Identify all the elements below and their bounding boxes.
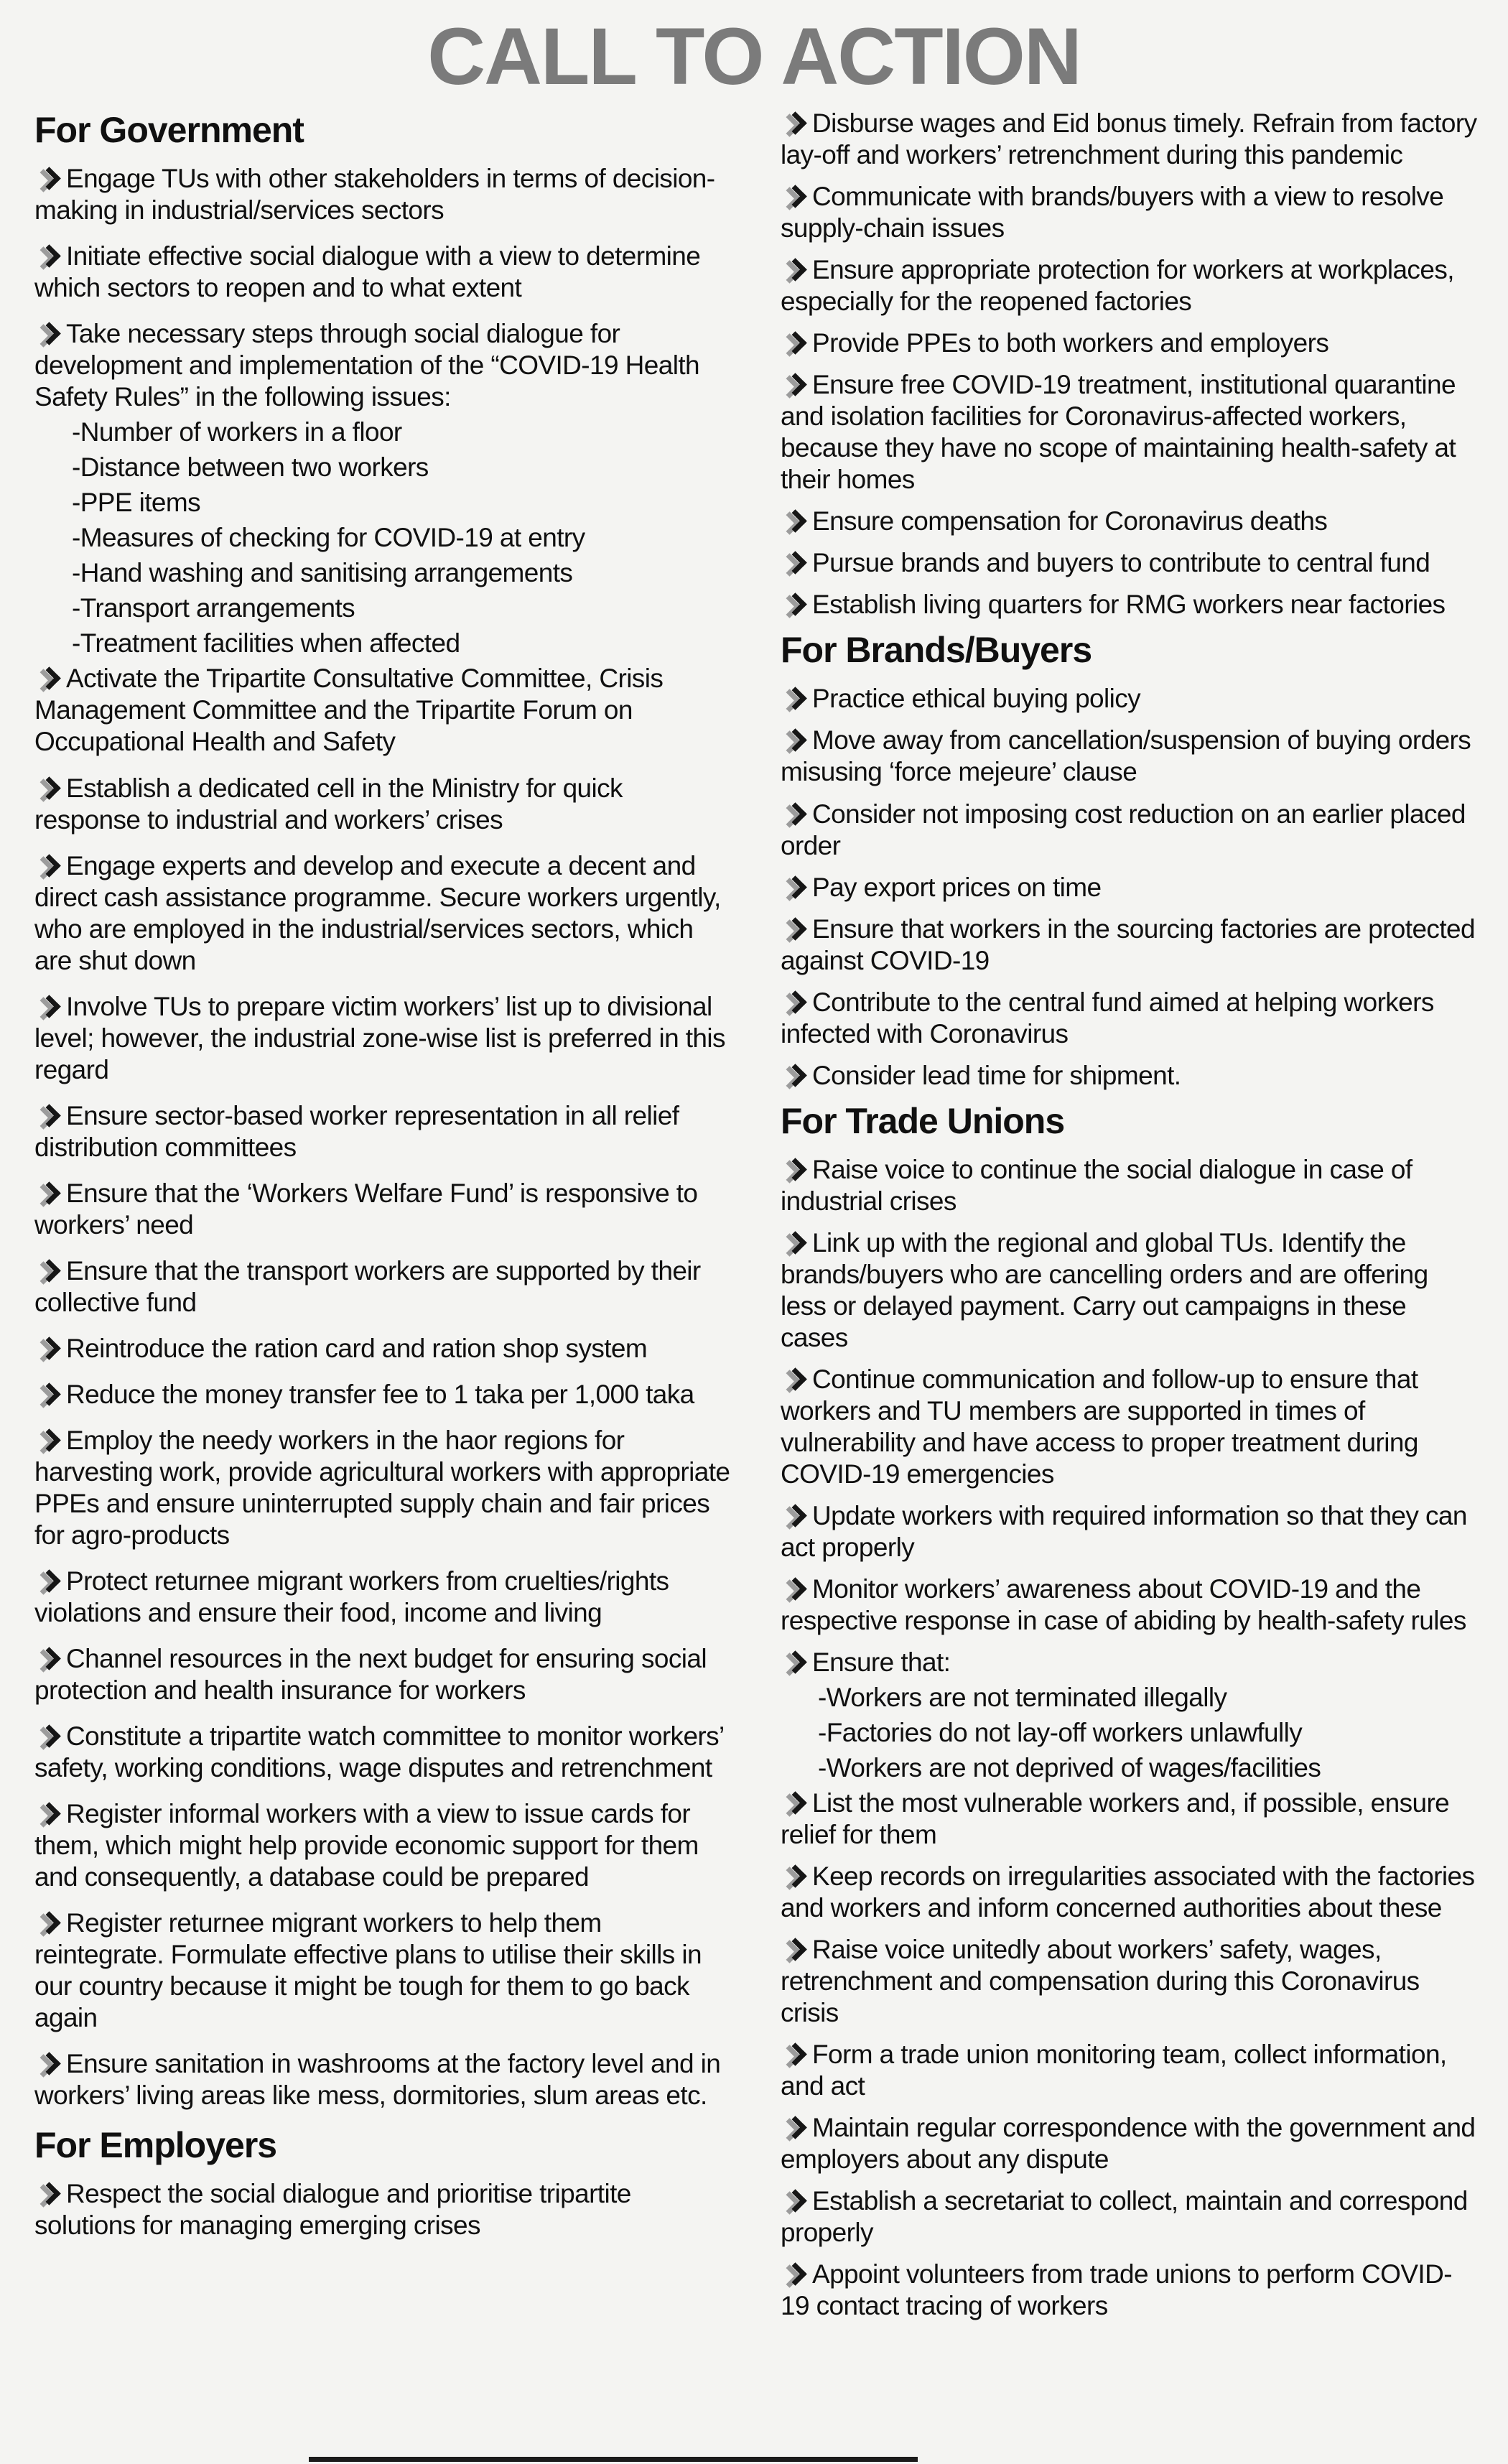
bullet-item — [781, 506, 1479, 537]
chevron-bullet-icon — [781, 990, 812, 1015]
bullet-item-text: Initiate effective social dialogue with a view to determine which sectors to reopen and to what extent — [34, 241, 701, 303]
bullet-item — [781, 1500, 1479, 1563]
bullet-item-text: Respect the social dialogue and prioritise tripartite solutions for managing emerging crises — [34, 2179, 631, 2241]
bullet-item-text: Raise voice to continue the social dialogue in case of industrial crises — [781, 1154, 1412, 1216]
sub-item: -Distance between two workers — [72, 452, 429, 483]
chevron-bullet-icon — [34, 1724, 66, 1749]
bullet-item-text: Channel resources in the next budget for ensuring social protection and health insurance for workers — [34, 1643, 707, 1705]
bullet-item — [34, 1907, 733, 2034]
chevron-bullet-icon — [34, 2182, 66, 2206]
chevron-bullet-icon — [781, 331, 812, 355]
left-column — [34, 108, 733, 2256]
bullet-item-text: Activate the Tripartite Consultative Committee, Crisis Management Committee and the Tripartite Forum on Occupational Health and Safety — [34, 664, 664, 757]
bullet-item — [781, 987, 1479, 1050]
bullet-item-text: Ensure sector-based worker representation in all relief distribution committees — [34, 1100, 679, 1162]
bullet-item — [781, 1154, 1479, 1217]
bullet-item — [781, 872, 1479, 903]
bullet-item-text: Constitute a tripartite watch committee to monitor workers’ safety, working conditions, wage disputes and retrenchment — [34, 1721, 724, 1782]
sub-item: -Treatment facilities when affected — [72, 628, 460, 659]
chevron-bullet-icon — [34, 854, 66, 878]
bullet-item-text: Register returnee migrant workers to help them reintegrate. Formulate effective plans to utilise their skills in our country because it might be tough for them to go back again — [34, 1907, 702, 2033]
chevron-bullet-icon — [781, 1577, 812, 1601]
chevron-bullet-icon — [34, 776, 66, 801]
bullet-item-text: Engage experts and develop and execute a decent and direct cash assistance programme. Secure workers urgently, who are employed in the industrial/services sectors, which are shut down — [34, 850, 721, 975]
bullet-item-text: Keep records on irregularities associated with the factories and workers and inform concerned authorities about these — [781, 1861, 1475, 1923]
bullet-item-text: Engage TUs with other stakeholders in terms of decision-making in industrial/services sectors — [34, 164, 715, 226]
chevron-bullet-icon — [781, 1367, 812, 1392]
bullet-item-text: Establish a dedicated cell in the Ministry for quick response to industrial and workers’ crises — [34, 773, 623, 834]
bullet-item-text: List the most vulnerable workers and, if possible, ensure relief for them — [781, 1787, 1450, 1849]
bullet-item-text: Consider not imposing cost reduction on an earlier placed order — [781, 799, 1466, 860]
bullet-item-text: Pursue brands and buyers to contribute to central fund — [812, 548, 1430, 578]
bullet-item-text: Provide PPEs to both workers and employers — [812, 328, 1329, 358]
chevron-bullet-icon — [781, 1064, 812, 1088]
bullet-item — [781, 1861, 1479, 1924]
bullet-item-text: Maintain regular correspondence with the government and employers about any dispute — [781, 2113, 1476, 2175]
bullet-item — [34, 1643, 733, 1706]
bullet-item — [34, 1721, 733, 1784]
bullet-item — [34, 2178, 733, 2241]
chevron-bullet-icon — [781, 592, 812, 617]
bullet-item — [34, 850, 733, 977]
bullet-item-text: Form a trade union monitoring team, collect information, and act — [781, 2040, 1447, 2101]
chevron-bullet-icon — [34, 1382, 66, 1407]
sub-item: -Factories do not lay-off workers unlawfully — [818, 1717, 1303, 1747]
bullet-item-text: Reintroduce the ration card and ration shop system — [66, 1333, 648, 1363]
chevron-bullet-icon — [781, 802, 812, 827]
chevron-bullet-icon — [781, 1791, 812, 1816]
chevron-bullet-icon — [781, 111, 812, 136]
bullet-item — [34, 1379, 733, 1410]
bullet-item — [781, 327, 1479, 359]
bullet-item-text: Ensure that workers in the sourcing factories are protected against COVID-19 — [781, 913, 1475, 975]
sub-item: -Workers are not terminated illegally — [818, 1682, 1227, 1712]
sub-item: -Hand washing and sanitising arrangements — [72, 558, 573, 588]
bullet-item-text: Ensure compensation for Coronavirus deaths — [812, 506, 1328, 536]
bullet-item-text: Ensure free COVID-19 treatment, institutional quarantine and isolation facilities for Coronavirus-affected workers, because they have no scope of maintaining health-safety at their homes — [781, 370, 1456, 495]
chevron-bullet-icon — [34, 322, 66, 346]
bullet-item-text: Establish a secretariat to collect, maintain and correspond properly — [781, 2186, 1468, 2248]
bullet-item — [34, 318, 733, 413]
bullet-item — [781, 1227, 1479, 1354]
chevron-bullet-icon — [781, 1231, 812, 1255]
bullet-item — [781, 589, 1479, 620]
bullet-item-text: Ensure that the transport workers are supported by their collective fund — [34, 1255, 701, 1317]
bullet-item — [34, 1425, 733, 1551]
chevron-bullet-icon — [781, 1650, 812, 1675]
chevron-bullet-icon — [34, 244, 66, 269]
bullet-item-text: Ensure sanitation in washrooms at the factory level and in workers’ living areas like mess, dormitories, slum areas etc. — [34, 2049, 721, 2111]
bullet-item — [34, 991, 733, 1086]
bullet-item-text: Involve TUs to prepare victim workers’ list up to divisional level; however, the industrial zone-wise list is preferred in this regard — [34, 991, 725, 1084]
bullet-item-text: Register informal workers with a view to issue cards for them, which might help provide economic support for them and consequently, a database could be prepared — [34, 1798, 699, 1892]
chevron-bullet-icon — [34, 1181, 66, 1206]
bullet-item-text: Protect returnee migrant workers from cruelties/rights violations and ensure their food, income and living — [34, 1566, 669, 1627]
chevron-bullet-icon — [781, 1504, 812, 1528]
chevron-bullet-icon — [34, 995, 66, 1019]
bullet-item-text: Raise voice unitedly about workers’ safety, wages, retrenchment and compensation during this Coronavirus crisis — [781, 1934, 1420, 2027]
chevron-bullet-icon — [781, 687, 812, 711]
bullet-item-text: Contribute to the central fund aimed at helping workers infected with Coronavirus — [781, 987, 1434, 1049]
bullet-item-text: Practice ethical buying policy — [812, 684, 1141, 714]
bullet-item-text: Appoint volunteers from trade unions to perform COVID-19 contact tracing of workers — [781, 2259, 1452, 2321]
chevron-bullet-icon — [34, 1104, 66, 1128]
bullet-item-text: Continue communication and follow-up to ensure that workers and TU members are supported in times of vulnerability and have access to proper treatment during COVID-19 emergencies — [781, 1364, 1418, 1489]
bullet-item — [781, 254, 1479, 317]
bullet-item-text: Ensure appropriate protection for workers at workplaces, especially for the reopened factories — [781, 255, 1454, 317]
bullet-item — [781, 1934, 1479, 2029]
bullet-item — [34, 773, 733, 836]
bullet-item — [781, 2039, 1479, 2102]
sub-item: -PPE items — [72, 488, 201, 518]
bullet-item-text: Ensure that: — [812, 1647, 951, 1677]
bullet-item — [781, 1364, 1479, 1490]
bullet-item — [781, 2112, 1479, 2175]
bottom-rule — [309, 2457, 918, 2462]
bullet-item — [781, 2259, 1479, 2322]
bullet-item — [34, 163, 733, 226]
chevron-bullet-icon — [781, 2116, 812, 2140]
bullet-item-text: Ensure that the ‘Workers Welfare Fund’ is responsive to workers’ need — [34, 1178, 698, 1240]
sub-item: -Number of workers in a floor — [72, 417, 402, 447]
bullet-item — [781, 1647, 1479, 1678]
bullet-item-text: Communicate with brands/buyers with a view to resolve supply-chain issues — [781, 182, 1444, 243]
chevron-bullet-icon — [34, 167, 66, 191]
bullet-item-text: Reduce the money transfer fee to 1 taka per 1,000 taka — [66, 1379, 694, 1409]
bullet-item — [781, 108, 1479, 171]
chevron-bullet-icon — [34, 666, 66, 691]
bullet-item-text: Update workers with required information so that they can act properly — [781, 1500, 1467, 1562]
chevron-bullet-icon — [781, 185, 812, 209]
bullet-item — [781, 799, 1479, 862]
chevron-bullet-icon — [781, 2042, 812, 2067]
bullet-item-text: Move away from cancellation/suspension of buying orders misusing ‘force mejeure’ clause — [781, 725, 1471, 787]
chevron-bullet-icon — [781, 2262, 812, 2287]
bullet-item — [781, 725, 1479, 788]
bullet-item — [34, 663, 733, 758]
bullet-item — [781, 2185, 1479, 2249]
bullet-item — [34, 1178, 733, 1241]
bullet-item-text: Employ the needy workers in the haor regions for harvesting work, provide agricultural workers with appropriate PPEs and ensure uninterrupted supply chain and fair prices for agro-products — [34, 1425, 730, 1550]
bullet-item — [781, 1787, 1479, 1851]
section-heading: For Trade Unions — [781, 1100, 1065, 1141]
chevron-bullet-icon — [781, 1864, 812, 1889]
bullet-item-text: Link up with the regional and global TUs. Identify the brands/buyers who are cancelling orders and are offering less or delayed payment. Carry out campaigns in these cases — [781, 1227, 1428, 1352]
sub-item: -Workers are not deprived of wages/facilities — [818, 1752, 1321, 1782]
chevron-bullet-icon — [34, 1569, 66, 1594]
section-heading: For Brands/Buyers — [781, 630, 1092, 671]
bullet-item — [781, 913, 1479, 977]
right-column — [781, 108, 1479, 2332]
chevron-bullet-icon — [781, 728, 812, 753]
chevron-bullet-icon — [781, 509, 812, 534]
chevron-bullet-icon — [781, 373, 812, 397]
chevron-bullet-icon — [781, 917, 812, 942]
chevron-bullet-icon — [781, 875, 812, 900]
bullet-item — [781, 1573, 1479, 1637]
chevron-bullet-icon — [34, 1259, 66, 1283]
page-title: CALL TO ACTION — [427, 11, 1081, 101]
bullet-item — [781, 181, 1479, 244]
chevron-bullet-icon — [781, 1938, 812, 1962]
sub-item: -Measures of checking for COVID-19 at entry — [72, 523, 585, 553]
chevron-bullet-icon — [34, 2052, 66, 2076]
section-heading: For Employers — [34, 2125, 277, 2166]
bullet-item — [34, 1100, 733, 1163]
chevron-bullet-icon — [34, 1428, 66, 1453]
chevron-bullet-icon — [781, 258, 812, 282]
bullet-item-text: Disburse wages and Eid bonus timely. Refrain from factory lay-off and workers’ retrenchment during this pandemic — [781, 108, 1477, 170]
bullet-item-text: Pay export prices on time — [812, 872, 1102, 902]
bullet-item-text: Establish living quarters for RMG workers near factories — [812, 590, 1446, 620]
bullet-item-text: Take necessary steps through social dialogue for development and implementation of the “COVID-19 Health Safety Rules” in the following issues: — [34, 319, 700, 412]
chevron-bullet-icon — [781, 551, 812, 575]
bullet-item — [34, 1255, 733, 1319]
bullet-item-text: Consider lead time for shipment. — [812, 1060, 1181, 1090]
bullet-item — [34, 1798, 733, 1893]
bullet-item — [781, 1060, 1479, 1092]
bullet-item — [781, 547, 1479, 579]
chevron-bullet-icon — [34, 1647, 66, 1671]
chevron-bullet-icon — [34, 1911, 66, 1935]
chevron-bullet-icon — [781, 2189, 812, 2213]
section-heading: For Government — [34, 110, 304, 151]
chevron-bullet-icon — [781, 1158, 812, 1182]
bullet-item — [34, 241, 733, 304]
bullet-item-text: Monitor workers’ awareness about COVID-19 and the respective response in case of abiding by health-safety rules — [781, 1573, 1466, 1635]
chevron-bullet-icon — [34, 1802, 66, 1826]
bullet-item — [34, 1566, 733, 1629]
bullet-item — [781, 369, 1479, 496]
chevron-bullet-icon — [34, 1336, 66, 1361]
sub-item: -Transport arrangements — [72, 593, 355, 623]
bullet-item — [781, 683, 1479, 715]
bullet-item — [34, 2048, 733, 2111]
content-columns — [0, 98, 1508, 2332]
bullet-item — [34, 1333, 733, 1365]
